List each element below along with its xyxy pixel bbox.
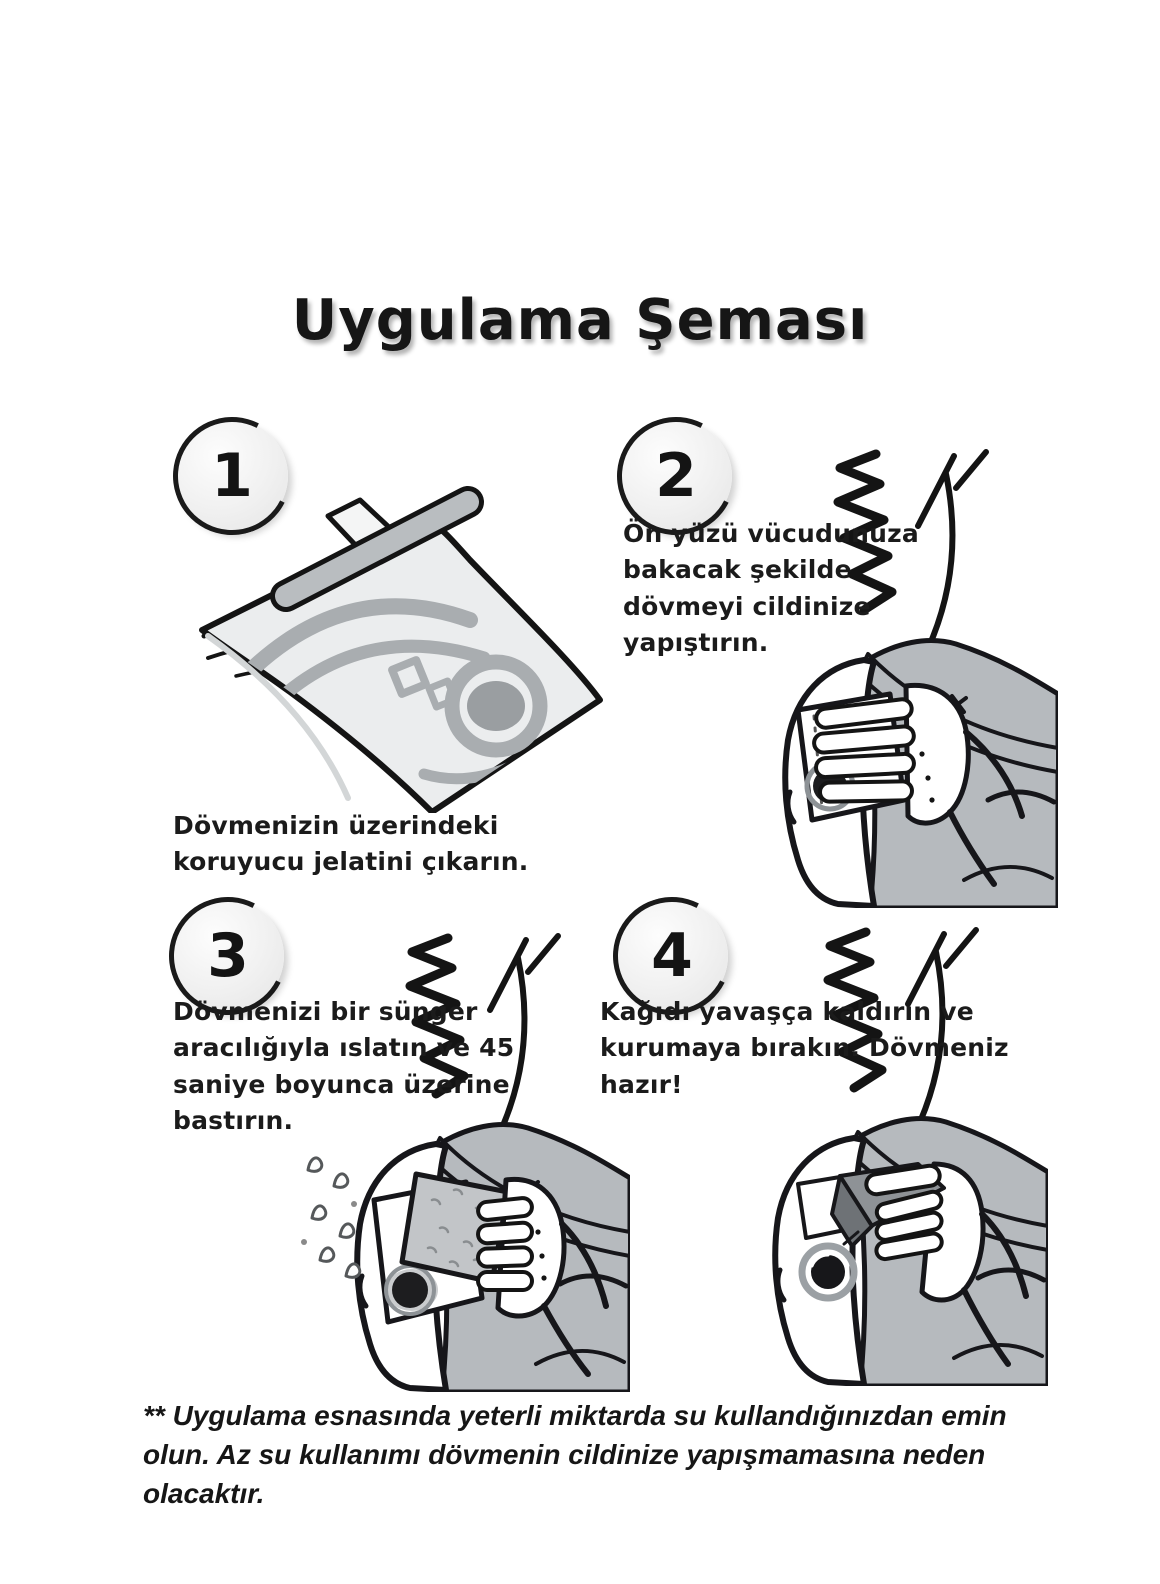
- step3-caption: Dövmenizi bir sünger aracılığıyla ıslatın ve 45 saniye boyunca üzerine bastırın.: [173, 997, 515, 1135]
- step1-number: 1: [211, 441, 253, 511]
- step3-number: 3: [207, 921, 249, 991]
- step2-caption: Ön yüzü vücudunuza bakacak şekilde dövmeyi cildinize yapıştırın.: [623, 519, 919, 657]
- page-title: Uygulama Şeması: [291, 288, 869, 353]
- step2-number: 2: [655, 441, 697, 511]
- step1-caption: Dövmenizin üzerindeki koruyucu jelatini çıkarın.: [173, 811, 529, 877]
- step4-number: 4: [651, 921, 693, 991]
- step4-caption: Kağıdı yavaşça kaldırın ve kurumaya bırakın. Dövmeniz hazır!: [600, 997, 1009, 1099]
- water-usage-footnote: ** Uygulama esnasında yeterli miktarda su kullandığınızdan emin olun. Az su kullanımı dövmenin cildinize yapışmamasına neden olacaktır.: [143, 1400, 1007, 1510]
- step1-tattoo-sheet-illustration: [178, 468, 628, 813]
